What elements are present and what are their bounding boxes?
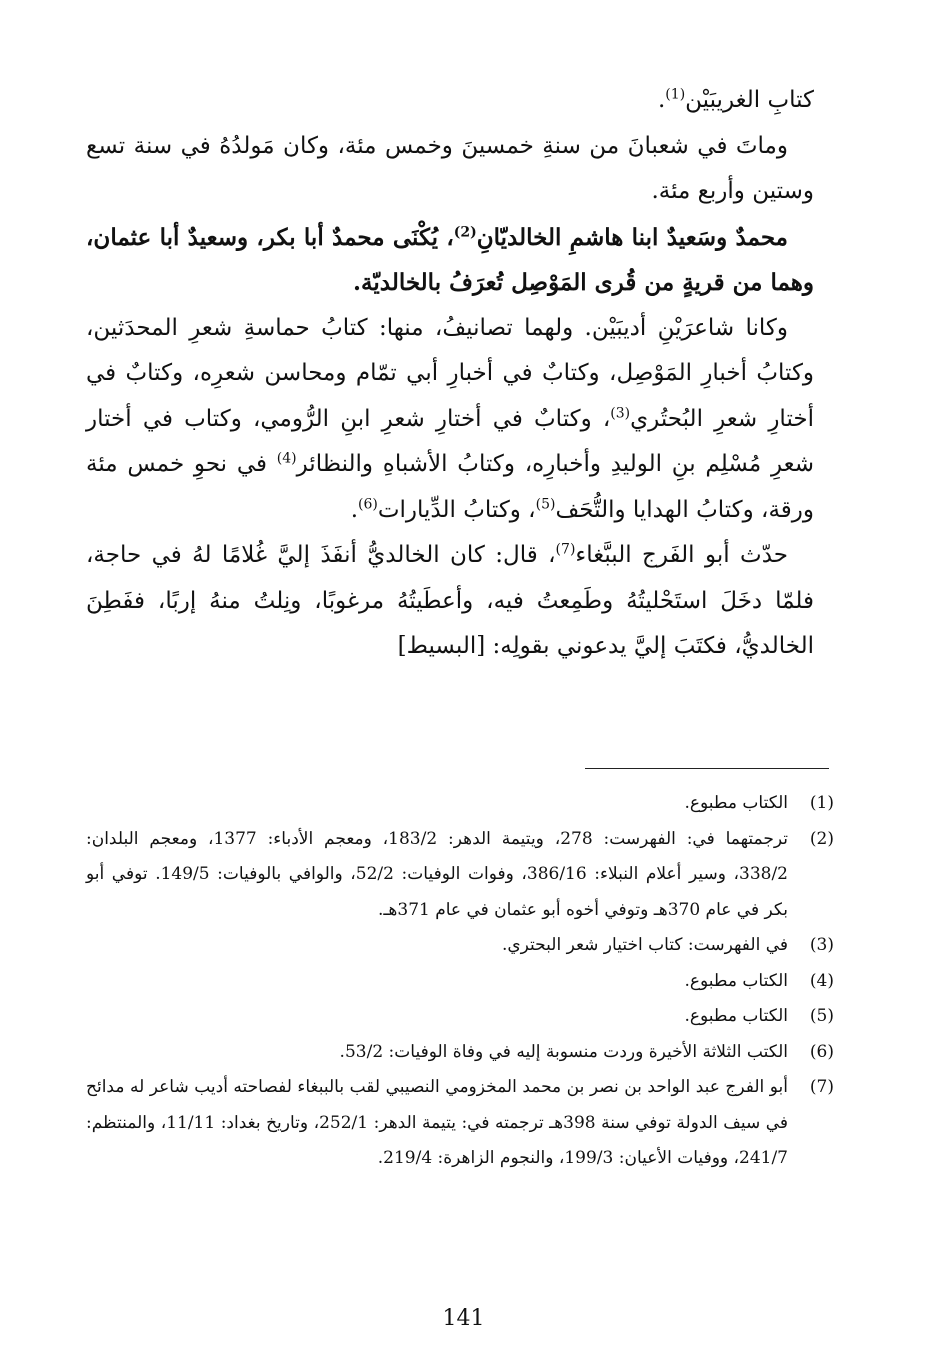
- footnote-text: أبو الفرج عبد الواحد بن نصر بن محمد المخزومي النصيبي لقب بالببغاء لفصاحته أديب شاعر له مدائح في سيف الدولة توفي سنة 398هـ ترجمته في: يتيمة الدهر: 252/1، وتاريخ بغداد: 11/11، والمنتظم: 241/7، ووفيات الأعيان: 199/3، والنجوم الزاهرة: 219/4.: [86, 1077, 788, 1168]
- text-span: ، وكتابٌ في أختارِ شعرِ ابنِ الرُّومي، وكتاب في أختار شعرِ مُسْلِم بنِ الوليدِ وأخبارِه، وكتابُ الأشباهِ والنظائر: [86, 405, 815, 477]
- footnote-text: الكتاب مطبوع.: [684, 793, 788, 813]
- paragraph-4: [86, 533, 814, 670]
- footnote-item: [86, 822, 834, 929]
- footnote-ref-6: (6): [358, 495, 378, 512]
- footnote-number: (4): [809, 970, 834, 991]
- footnote-text: الكتاب مطبوع.: [684, 970, 788, 991]
- entry-heading: [86, 215, 814, 306]
- text-span: في نحوِ خمس مئة ورقة، وكتابُ الهدايا والتُّحَف: [86, 451, 814, 523]
- text-span: وكانا شاعرَيْنِ أديبَيْن. ولهما تصانيفُ، منها: كتابُ حماسةِ شعرِ المحدَثين، وكتابُ أخبارِ المَوْصِل، وكتابٌ في أخبارِ أبي تمّام ومحاسن شعرِه، وكتابٌ في أختارِ شعرِ البُحتُري: [86, 314, 814, 432]
- text-span: ، وكتابُ الدِّيارات: [377, 496, 536, 523]
- text-span: حدّث أبو الفَرج الببَّغاء: [575, 542, 788, 568]
- footnote-number: (3): [809, 935, 834, 955]
- text-span: .: [350, 496, 359, 523]
- footnote-item: [86, 999, 834, 1035]
- page-number: 141: [442, 1306, 485, 1331]
- footnote-ref-3: (3): [610, 404, 631, 421]
- footnote-number: (6): [809, 1041, 834, 1062]
- footnote-text: في الفهرست: كتاب اختيار شعر البحتري.: [501, 935, 788, 955]
- footnote-item: [86, 786, 834, 822]
- footnote-item: [86, 928, 834, 964]
- footnote-ref-2: (2): [453, 223, 477, 240]
- footnote-ref-5: (5): [535, 495, 556, 512]
- footnote-number: (2): [809, 828, 834, 849]
- footnotes: [86, 786, 834, 1177]
- footnote-ref-1: (1): [665, 86, 686, 103]
- footnote-ref-4: (4): [276, 450, 297, 467]
- text-span: كتابِ الغريبَيْن: [685, 87, 814, 113]
- text-span: .: [657, 87, 666, 113]
- footnote-item: [86, 964, 834, 1000]
- footnote-text: الكتب الثلاثة الأخيرة وردت منسوبة إليه في وفاة الوفيات: 53/2.: [339, 1041, 788, 1062]
- footnote-item: [86, 1070, 834, 1177]
- footnote-text: ترجمتهما في: الفهرست: 278، ويتيمة الدهر: 183/2، ومعجم الأدباء: 1377، ومعجم البلدان: 338/2، وسير أعلام النبلاء: 386/16، وفوات الوفيات: 52/2، والوافي بالوفيات: 149/5. توفي أبو بكر في عام 370هـ وتوفي أخوه أبو عثمان في عام 371هـ.: [86, 828, 788, 920]
- paragraph-2: وماتَ في شعبانَ من سنةِ خمسينَ وخمس مئة، وكان مَولدُهُ في سنة تسع وستين وأربع مئة.: [86, 132, 814, 204]
- text-span: ، قال: كان الخالديُّ أنفَذَ إليَّ غُلامًا لهُ في حاجة، فلمّا دخَلَ استَحْليتُهُ وطَمِعتُ فيه، وأعطَيتُهُ مرغوبًا، ونِلتُ منهُ إربًا، ففَطِنَ الخالديُّ، فكتَبَ إليَّ يدعوني بقولِه: [البسيط]: [86, 542, 814, 659]
- entry-heading-text: ، يُكْنَى محمدٌ أبا بكر، وسعيدٌ أبا عثمان، وهما من قريةٍ من قُرى المَوْصِل تُعرَفُ بالخالديّة.: [86, 223, 814, 296]
- main-text: [86, 78, 814, 670]
- footnote-text: الكتاب مطبوع.: [684, 1006, 788, 1026]
- entry-heading-name: محمدٌ وسَعيدٌ ابنا هاشمِ الخالديّانِ: [476, 223, 788, 251]
- footnote-number: (5): [809, 1006, 834, 1026]
- footnote-number: (1): [809, 793, 834, 813]
- paragraph-1: [86, 78, 814, 124]
- footnote-item: [86, 1035, 834, 1071]
- footnote-number: (7): [809, 1077, 834, 1097]
- footnote-ref-7: (7): [555, 541, 576, 558]
- footnote-separator: [585, 768, 829, 769]
- paragraph-3: [86, 306, 814, 534]
